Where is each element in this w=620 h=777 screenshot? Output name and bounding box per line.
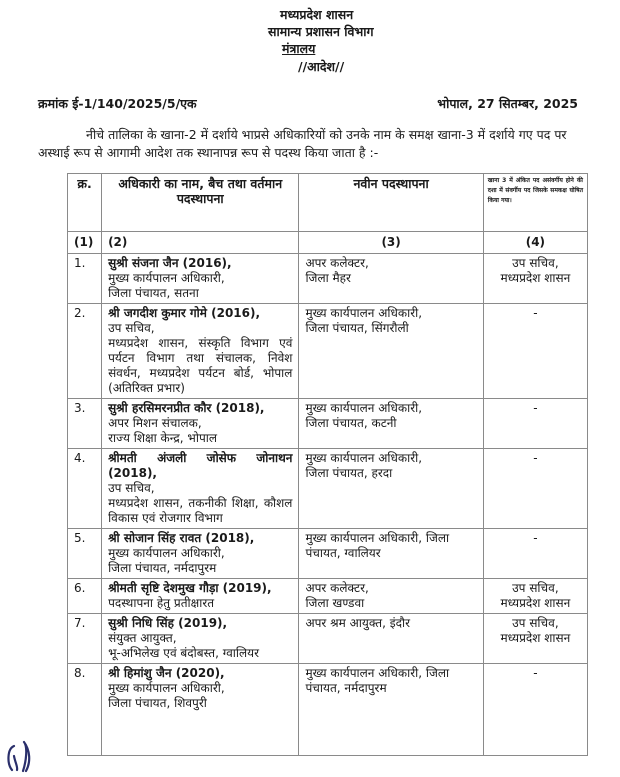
new-posting-cell: [299, 614, 483, 664]
new-posting-cell: [299, 579, 483, 614]
row-sno: 2.: [68, 304, 102, 399]
officer-name: श्रीमती सृष्टि देशमुख गौड़ा (2019),: [108, 581, 272, 595]
new-posting-line: अपर कलेक्टर,: [305, 581, 369, 595]
table-header-row: [68, 174, 588, 232]
equivalent-post-line: उप सचिव,: [512, 256, 559, 270]
current-posting-line: जिला पंचायत, सतना: [108, 286, 199, 300]
current-posting-line: अपर मिशन संचालक,: [108, 416, 202, 430]
column-number: (4): [483, 232, 587, 254]
current-posting-line: राज्य शिक्षा केन्द्र, भोपाल: [108, 431, 218, 445]
equivalent-post-cell: [483, 614, 587, 664]
row-sno: 1.: [68, 254, 102, 304]
posting-table: [67, 173, 588, 756]
new-posting-cell: [299, 529, 483, 579]
table-row: [68, 399, 588, 449]
officer-name: श्री जगदीश कुमार गोमे (2016),: [108, 306, 261, 320]
current-posting-line: उप सचिव,: [108, 321, 155, 335]
equivalent-post-cell: [483, 399, 587, 449]
current-posting-line: संयुक्त आयुक्त,: [108, 631, 177, 645]
new-posting-cell: [299, 399, 483, 449]
officer-name: सुश्री हरसिमरनप्रीत कौर (2018),: [108, 401, 265, 415]
row-sno: 7.: [68, 614, 102, 664]
letterhead-order-title: //आदेश//: [298, 59, 345, 74]
letterhead-government: मध्यप्रदेश शासन: [280, 7, 354, 22]
officer-cell: [102, 254, 299, 304]
new-posting-line: जिला मैहर: [305, 271, 351, 285]
equivalent-post-line: -: [533, 306, 538, 320]
column-number-row: [68, 232, 588, 254]
new-posting-line: जिला पंचायत, कटनी: [305, 416, 397, 430]
table-row: [68, 449, 588, 529]
officer-name: सुश्री संजना जैन (2016),: [108, 256, 232, 270]
new-posting-line: मुख्य कार्यपालन अधिकारी,: [305, 306, 423, 320]
new-posting-cell: [299, 304, 483, 399]
new-posting-line: जिला खण्डवा: [305, 596, 365, 610]
equivalent-post-line: -: [533, 531, 538, 545]
place-date: भोपाल, 27 सितम्बर, 2025: [437, 96, 578, 111]
header-officer: अधिकारी का नाम, बैच तथा वर्तमान पदस्थापना: [102, 174, 299, 232]
officer-cell: [102, 304, 299, 399]
reference-number: क्रमांक ई-1/140/2025/5/एक: [38, 96, 197, 111]
new-posting-line: मुख्य कार्यपालन अधिकारी, जिला पंचायत, ग्वालियर: [305, 531, 450, 560]
table-row: [68, 529, 588, 579]
column-number: (2): [102, 232, 299, 254]
new-posting-cell: [299, 664, 483, 756]
equivalent-post-cell: [483, 449, 587, 529]
row-sno: 8.: [68, 664, 102, 756]
equivalent-post-cell: [483, 529, 587, 579]
table-row: [68, 664, 588, 756]
new-posting-line: जिला पंचायत, हरदा: [305, 466, 393, 480]
new-posting-cell: [299, 449, 483, 529]
officer-cell: [102, 399, 299, 449]
new-posting-line: मुख्य कार्यपालन अधिकारी, जिला पंचायत, नर्मदापुरम: [305, 666, 450, 695]
equivalent-post-line: उप सचिव,: [512, 581, 559, 595]
table-row: [68, 614, 588, 664]
equivalent-post-cell: [483, 304, 587, 399]
equivalent-post-line: मध्यप्रदेश शासन: [500, 271, 571, 285]
current-posting-line: पदस्थापना हेतु प्रतीक्षारत: [108, 596, 215, 610]
equivalent-post-line: -: [533, 451, 538, 465]
equivalent-post-line: उप सचिव,: [512, 616, 559, 630]
officer-name: श्री हिमांशु जैन (2020),: [108, 666, 225, 680]
officer-cell: [102, 529, 299, 579]
officer-cell: [102, 449, 299, 529]
equivalent-post-cell: [483, 254, 587, 304]
current-posting-line: उप सचिव,: [108, 481, 155, 495]
column-number: (3): [299, 232, 483, 254]
officer-cell: [102, 614, 299, 664]
equivalent-post-cell: [483, 579, 587, 614]
table-row: [68, 579, 588, 614]
current-posting-line: मध्यप्रदेश शासन, संस्कृति विभाग एवं पर्यटन विभाग तथा संचालक, निवेश संवर्धन, मध्यप्रदेश पर्यटन बोर्ड, भोपाल (अतिरिक्त प्रभार): [108, 336, 293, 395]
intro-paragraph: नीचे तालिका के खाना-2 में दर्शाये भाप्रसे अधिकारियों को उनके नाम के समक्ष खाना-3 में दर्शाये गए पद पर अस्थाई रूप से आगामी आदेश तक स्थानापन्न रूप से पदस्थ किया जाता है :-: [38, 127, 567, 160]
new-posting-line: मुख्य कार्यपालन अधिकारी,: [305, 451, 423, 465]
officer-name: श्रीमती अंजली जोसेफ जोनाथन (2018),: [108, 451, 293, 480]
officer-name: सुश्री निधि सिंह (2019),: [108, 616, 228, 630]
equivalent-post-cell: [483, 664, 587, 756]
header-sno: क्र.: [68, 174, 102, 232]
current-posting-line: जिला पंचायत, शिवपुरी: [108, 696, 207, 710]
column-number: (1): [68, 232, 102, 254]
current-posting-line: भू-अभिलेख एवं बंदोबस्त, ग्वालियर: [108, 646, 260, 660]
current-posting-line: मुख्य कार्यपालन अधिकारी,: [108, 271, 225, 285]
current-posting-line: मुख्य कार्यपालन अधिकारी,: [108, 546, 225, 560]
current-posting-line: मध्यप्रदेश शासन, तकनीकी शिक्षा, कौशल विकास एवं रोजगार विभाग: [108, 496, 293, 525]
row-sno: 6.: [68, 579, 102, 614]
header-new-posting: नवीन पदस्थापना: [299, 174, 483, 232]
row-sno: 5.: [68, 529, 102, 579]
officer-cell: [102, 664, 299, 756]
officer-cell: [102, 579, 299, 614]
new-posting-line: अपर श्रम आयुक्त, इंदौर: [305, 616, 411, 630]
signature-mark: [4, 740, 44, 773]
table-row: [68, 304, 588, 399]
header-equivalent: खाना 3 में अंकित पद असंवर्गीय होने की दशा में संवर्गीय पद जिसके समकक्ष घोषित किया गया।: [483, 174, 587, 232]
letterhead-department: सामान्य प्रशासन विभाग: [268, 24, 374, 39]
current-posting-line: मुख्य कार्यपालन अधिकारी,: [108, 681, 225, 695]
new-posting-line: अपर कलेक्टर,: [305, 256, 369, 270]
row-sno: 3.: [68, 399, 102, 449]
equivalent-post-line: -: [533, 401, 538, 415]
table-body: [68, 254, 588, 756]
row-sno: 4.: [68, 449, 102, 529]
officer-name: श्री सोजान सिंह रावत (2018),: [108, 531, 255, 545]
table-row: [68, 254, 588, 304]
letterhead-ministry: मंत्रालय: [282, 41, 316, 56]
new-posting-cell: [299, 254, 483, 304]
equivalent-post-line: मध्यप्रदेश शासन: [500, 596, 571, 610]
new-posting-line: जिला पंचायत, सिंगरौली: [305, 321, 409, 335]
new-posting-line: मुख्य कार्यपालन अधिकारी,: [305, 401, 423, 415]
current-posting-line: जिला पंचायत, नर्मदापुरम: [108, 561, 217, 575]
signature: [4, 740, 44, 777]
equivalent-post-line: -: [533, 666, 538, 680]
equivalent-post-line: मध्यप्रदेश शासन: [500, 631, 571, 645]
